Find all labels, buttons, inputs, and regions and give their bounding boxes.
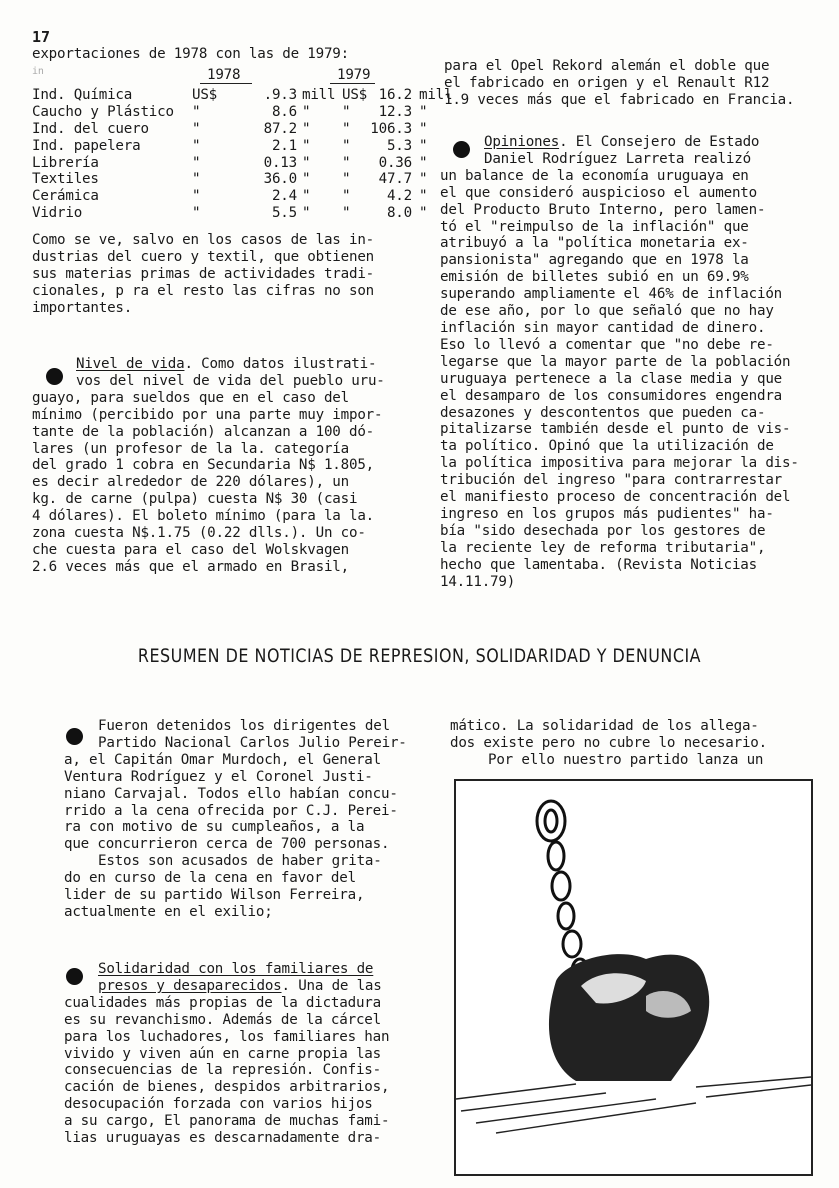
- opiniones-line: Eso lo llevó a comentar que "no debe re-: [440, 336, 774, 353]
- table-cell-m2: mill: [419, 87, 453, 103]
- continuation-line: Por ello nuestro partido lanza un: [488, 751, 764, 768]
- table-cell-m1: ": [302, 120, 311, 137]
- detenidos-line: lider de su partido Wilson Ferreira,: [64, 887, 365, 904]
- table-cell-u2: ": [342, 205, 351, 222]
- comment-line: Como se ve, salvo en los casos de las in-: [32, 232, 375, 248]
- table-cell-u2: ": [342, 188, 351, 205]
- solidaridad-title: Solidaridad con los familiares de: [98, 961, 374, 977]
- continuation-line: mático. La solidaridad de los allega-: [450, 718, 759, 734]
- table-cell-m1: ": [302, 171, 311, 188]
- table-cell-v2: 12.3: [378, 103, 412, 120]
- table-cell-m1: mill: [302, 87, 336, 103]
- nivel-line: zona cuesta N$.1.75 (0.22 dlls.). Un co-: [32, 525, 366, 542]
- detenidos-line: Partido Nacional Carlos Julio Pereir-: [98, 734, 407, 751]
- opiniones-line: atribuyó a la "política monetaria ex-: [440, 235, 749, 252]
- comment-line: dustrias del cuero y textil, que obtienen: [32, 248, 375, 265]
- table-cell-m2: ": [419, 154, 428, 171]
- comment-line: importantes.: [32, 299, 133, 316]
- opiniones-line: hecho que lamentaba. (Revista Noticias: [440, 556, 757, 573]
- solidaridad-line: . Una de las: [281, 977, 382, 994]
- opiniones-line: desazones y descontentos que pueden ca-: [440, 404, 766, 421]
- opiniones-line: el que consideró auspicioso el aumento: [440, 184, 757, 201]
- table-cell-u1: ": [192, 103, 201, 120]
- solidaridad-line: cación de bienes, despidos arbitrarios,: [64, 1079, 390, 1096]
- opiniones-title: Opiniones: [484, 134, 560, 150]
- table-cell-u2: ": [342, 120, 351, 137]
- table-cell-u2: ": [342, 154, 351, 171]
- nivel-line: guayo, para sueldos que en el caso del: [32, 389, 349, 406]
- table-cell-m2: ": [419, 103, 428, 120]
- table-cell-v1: 2.4: [271, 188, 297, 205]
- table-cell-v1: 36.0: [263, 171, 297, 188]
- solidaridad-article: [64, 961, 389, 1147]
- table-cell-v2: 4.2: [386, 188, 412, 205]
- solidaridad-line: vivido y viven aún en carne propia las: [64, 1045, 381, 1062]
- continuation-line: el fabricado en origen y el Renault R12: [444, 74, 770, 91]
- table-cell-u1: ": [192, 137, 201, 154]
- opiniones-line: un balance de la economía uruguaya en: [440, 167, 749, 184]
- opiniones-line: uruguaya pertenece a la clase media y que: [440, 370, 783, 387]
- section-heading: RESUMEN DE NOTICIAS DE REPRESION, SOLIDARIDAD Y DENUNCIA: [137, 646, 702, 667]
- table-cell-u1: ": [192, 205, 201, 222]
- table-cell-m1: ": [302, 154, 311, 171]
- table-cell-name: Ind. del cuero: [32, 120, 149, 137]
- dramatico-continuation: [450, 718, 767, 769]
- continuation-line: dos existe pero no cubre lo necesario.: [450, 734, 767, 751]
- table-cell-v1: 87.2: [263, 120, 297, 137]
- table-cell-u1: ": [192, 188, 201, 205]
- opiniones-line: la política impositiva para mejorar la dis-: [440, 455, 799, 472]
- table-cell-m1: ": [302, 205, 311, 222]
- table-cell-u2: ": [342, 103, 351, 120]
- table-cell-m1: ": [302, 137, 311, 154]
- detenidos-line: a, el Capitán Omar Murdoch, el General: [64, 751, 381, 768]
- solidaridad-line: a su cargo, El panorama de muchas fami-: [64, 1113, 390, 1130]
- table-cell-name: Ind. papelera: [32, 137, 141, 154]
- nivel-line: del grado 1 cobra en Secundaria N$ 1.805,: [32, 457, 375, 474]
- opiniones-line: . El Consejero de Estado: [559, 134, 760, 150]
- detenidos-line: actualmente en el exilio;: [64, 903, 273, 920]
- table-cell-m1: ": [302, 103, 311, 120]
- table-cell-u2: US$: [342, 87, 368, 103]
- table-cell-m2: ": [419, 120, 428, 137]
- table-cell-m2: ": [419, 205, 428, 222]
- opiniones-line: la reciente ley de reforma tributaria",: [440, 539, 766, 556]
- table-cell-name: Cerámica: [32, 188, 99, 205]
- solidaridad-line: consecuencias de la represión. Confis-: [64, 1062, 381, 1079]
- table-cell-u2: ": [342, 137, 351, 154]
- opiniones-line: superando ampliamente el 46% de inflación: [440, 286, 783, 303]
- table-cell-u1: US$: [192, 87, 218, 103]
- nivel-title: Nivel de vida: [76, 356, 185, 372]
- solidaridad-line: lias uruguayas es descarnadamente dra-: [64, 1130, 381, 1147]
- chained-fist-illustration: [454, 779, 813, 1176]
- table-cell-name: Librería: [32, 154, 99, 171]
- stray-mark: in: [32, 66, 44, 77]
- page-number: 17: [32, 28, 51, 46]
- opiniones-line: del Producto Bruto Interno, pero lamen-: [440, 201, 766, 218]
- opiniones-line: Daniel Rodríguez Larreta realizó: [484, 150, 751, 167]
- table-cell-v2: 0.36: [378, 154, 412, 171]
- opiniones-line: ta político. Opinó que la utilización de: [440, 438, 774, 455]
- continuation-line: 1.9 veces más que el fabricado en Francia.: [444, 91, 795, 108]
- detenidos-line: Estos son acusados de haber grita-: [98, 853, 382, 870]
- nivel-line: es decir alrededor de 220 dólares), un: [32, 474, 349, 491]
- table-cell-u1: ": [192, 120, 201, 137]
- table-cell-v2: 16.2: [378, 87, 412, 103]
- table-cell-v1: 8.6: [271, 103, 297, 120]
- solidaridad-line: desocupación forzada con varios hijos: [64, 1096, 373, 1113]
- nivel-line: mínimo (percibido por una parte muy impor-: [32, 406, 383, 423]
- opiniones-line: pitalizarse también desde el punto de vis-: [440, 421, 791, 438]
- detenidos-line: do en curso de la cena en favor del: [64, 870, 356, 887]
- nivel-line: vos del nivel de vida del pueblo uru-: [76, 372, 385, 389]
- nivel-line: lares (un profesor de la la. categoría: [32, 440, 349, 457]
- table-cell-m1: ": [302, 188, 311, 205]
- table-cell-u1: ": [192, 154, 201, 171]
- opiniones-line: de ese año, por lo que señaló que no hay: [440, 303, 774, 320]
- opiniones-line: tribución del ingreso "para contrarrestar: [440, 472, 783, 489]
- nivel-line: 2.6 veces más que el armado en Brasil,: [32, 558, 349, 575]
- table-cell-name: Textiles: [32, 171, 99, 188]
- table-cell-v2: 5.3: [386, 137, 412, 154]
- table-cell-m2: ": [419, 188, 428, 205]
- opiniones-line: legarse que la mayor parte de la población: [440, 353, 791, 370]
- table-cell-m2: ": [419, 137, 428, 154]
- exports-continuation: [444, 58, 794, 109]
- table-cell-v1: 2.1: [271, 137, 297, 154]
- exports-intro: exportaciones de 1978 con las de 1979:: [32, 46, 349, 62]
- solidaridad-title: presos y desaparecidos: [98, 977, 282, 994]
- solidaridad-line: es su revanchismo. Además de la cárcel: [64, 1011, 381, 1028]
- solidaridad-line: para los luchadores, los familiares han: [64, 1028, 390, 1045]
- table-cell-name: Ind. Química: [32, 87, 133, 103]
- opiniones-line: 14.11.79): [440, 573, 516, 590]
- detenidos-line: niano Carvajal. Todos ello habían concu-: [64, 785, 398, 802]
- nivel-line: kg. de carne (pulpa) cuesta N$ 30 (casi: [32, 491, 358, 508]
- nivel-line: tante de la población) alcanzan a 100 dó-: [32, 423, 375, 440]
- year-1978-header: 1978: [207, 67, 241, 83]
- detenidos-line: ra con motivo de su cumpleaños, a la: [64, 819, 365, 836]
- table-cell-name: Vidrio: [32, 205, 83, 222]
- table-cell-u1: ": [192, 171, 201, 188]
- table-cell-name: Caucho y Plástico: [32, 103, 174, 120]
- detenidos-line: que concurrieron cerca de 700 personas.: [64, 836, 390, 853]
- nivel-line: . Como datos ilustrati-: [184, 356, 377, 372]
- table-cell-v2: 106.3: [370, 120, 412, 137]
- table-cell-v1: 0.13: [263, 154, 297, 171]
- opiniones-line: el desamparo de los consumidores engendra: [440, 387, 783, 404]
- opiniones-article: [440, 134, 799, 590]
- nivel-de-vida-article: [32, 356, 385, 576]
- solidaridad-line: cualidades más propias de la dictadura: [64, 994, 381, 1011]
- opiniones-line: inflación sin mayor cantidad de dinero.: [440, 319, 766, 336]
- continuation-line: para el Opel Rekord alemán el doble que: [444, 58, 770, 74]
- opiniones-line: bía "sido desechada por los gestores de: [440, 522, 766, 539]
- detenidos-line: Ventura Rodríguez y el Coronel Justi-: [64, 768, 373, 785]
- opiniones-line: pansionista" agregando que en 1978 la: [440, 252, 749, 269]
- table-cell-m2: ": [419, 171, 428, 188]
- opiniones-line: tó el "reimpulso de la inflación" que: [440, 218, 749, 235]
- table-cell-v2: 47.7: [378, 171, 412, 188]
- detenidos-article: [64, 718, 407, 921]
- exports-comment: [32, 232, 374, 317]
- opiniones-line: el manifiesto proceso de concentración del: [440, 489, 791, 506]
- table-cell-v2: 8.0: [386, 205, 412, 222]
- detenidos-line: rrido a la cena ofrecida por C.J. Perei-: [64, 802, 398, 819]
- table-cell-u2: ": [342, 171, 351, 188]
- comment-line: sus materias primas de actividades tradi-: [32, 265, 375, 282]
- opiniones-line: ingreso en los grupos más pudientes" ha-: [440, 505, 774, 522]
- comment-line: cionales, p ra el resto las cifras no son: [32, 282, 375, 299]
- year-1979-header: 1979: [337, 67, 371, 83]
- nivel-line: che cuesta para el caso del Wolskvagen: [32, 541, 349, 558]
- table-cell-v1: 5.5: [271, 205, 297, 222]
- table-cell-v1: .9.3: [263, 87, 297, 103]
- detenidos-line: Fueron detenidos los dirigentes del: [98, 718, 390, 734]
- nivel-line: 4 dólares). El boleto mínimo (para la la.: [32, 508, 375, 525]
- opiniones-line: emisión de billetes subió en un 69.9%: [440, 269, 749, 286]
